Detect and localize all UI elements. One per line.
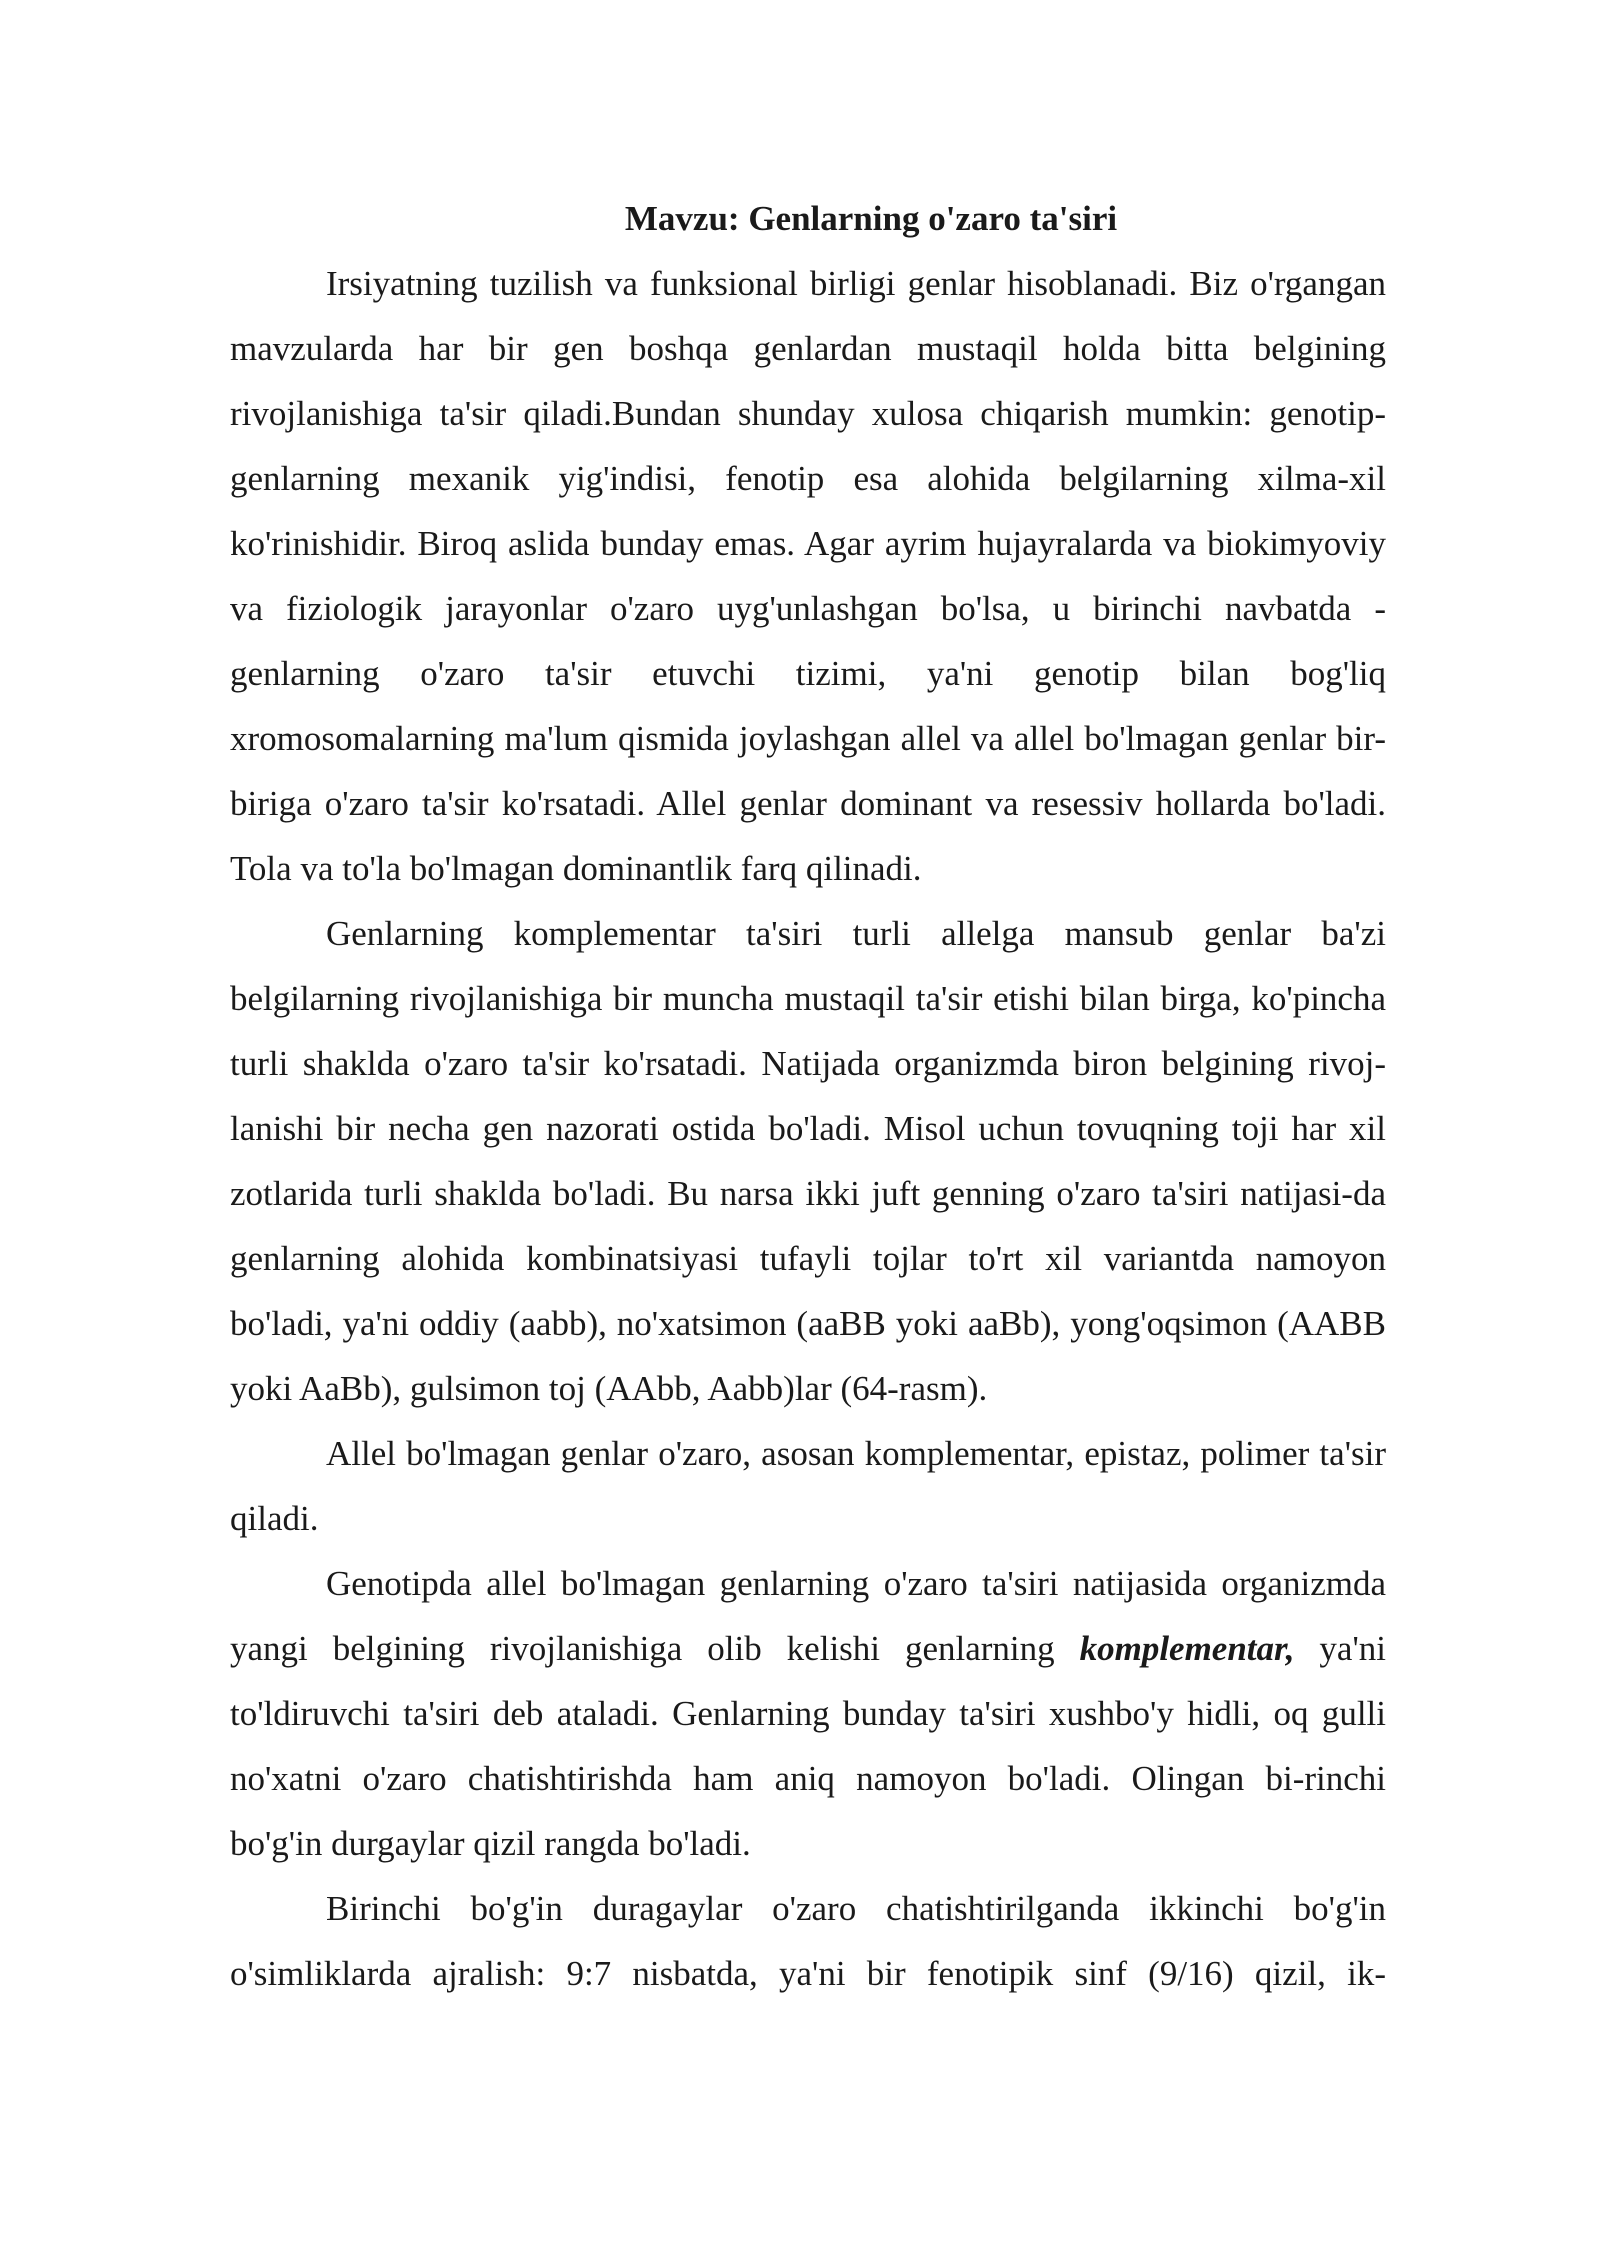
paragraph-4-start: Genotipda allel bo'lmagan genlarning o'zaro ta'siri natijasida organizmda yangi belgining rivojlanishiga olib kelishi genlarning — [230, 1564, 1386, 1668]
paragraph-4-end: ya'ni to'ldiruvchi ta'siri deb ataladi. Genlarning bunday ta'siri xushbo'y hidli, oq gulli no'xatni o'zaro chatishtirishda ham aniq namoyon bo'ladi. Olingan bi-rinchi bo'g'in durgaylar qizil rangda bo'ladi. — [230, 1629, 1386, 1863]
emphasized-term: komplementar, — [1079, 1629, 1295, 1668]
page-title: Mavzu: Genlarning o'zaro ta'siri — [624, 199, 1118, 238]
paragraph-5: Birinchi bo'g'in duragaylar o'zaro chatishtirilganda ikkinchi bo'g'in o'simliklarda ajralish: 9:7 nisbatda, ya'ni bir fenotipik sinf (9/16) qizil, ik- — [230, 1889, 1386, 1993]
document-page — [230, 186, 1386, 2006]
paragraph-3: Allel bo'lmagan genlar o'zaro, asosan komplementar, epistaz, polimer ta'sir qiladi. — [230, 1434, 1386, 1538]
paragraph-4 — [230, 1551, 1386, 1876]
paragraph-1: Irsiyatning tuzilish va funksional birligi genlar hisoblanadi. Biz o'rgangan mavzularda har bir gen boshqa genlardan mustaqil holda bitta belgining rivojlanishiga ta'sir qiladi.Bundan shunday xulosa chiqarish mumkin: genotip-genlarning mexanik yig'indisi, fenotip esa alohida belgilarning xilma-xil ko'rinishidir. Biroq aslida bunday emas. Agar ayrim hujayralarda va biokimyoviy va fiziologik jarayonlar o'zaro uyg'unlashgan bo'lsa, u birinchi navbatda - genlarning o'zaro ta'sir etuvchi tizimi, ya'ni genotip bilan bog'liq xromosomalarning ma'lum qismida joylashgan allel va allel bo'lmagan genlar bir-biriga o'zaro ta'sir ko'rsatadi. Allel genlar dominant va resessiv hollarda bo'ladi. Tola va to'la bo'lmagan dominantlik farq qilinadi. — [230, 264, 1386, 888]
paragraph-2: Genlarning komplementar ta'siri turli allelga mansub genlar ba'zi belgilarning rivojlanishiga bir muncha mustaqil ta'sir etishi bilan birga, ko'pincha turli shaklda o'zaro ta'sir ko'rsatadi. Natijada organizmda biron belgining rivoj-lanishi bir necha gen nazorati ostida bo'ladi. Misol uchun tovuqning toji har xil zotlarida turli shaklda bo'ladi. Bu narsa ikki juft genning o'zaro ta'siri natijasi-da genlarning alohida kombinatsiyasi tufayli tojlar to'rt xil variantda namoyon bo'ladi, ya'ni oddiy (aabb), no'xatsimon (aaBB yoki aaBb), yong'oqsimon (AABB yoki AaBb), gulsimon toj (AAbb, Aabb)lar (64-rasm). — [230, 914, 1386, 1408]
